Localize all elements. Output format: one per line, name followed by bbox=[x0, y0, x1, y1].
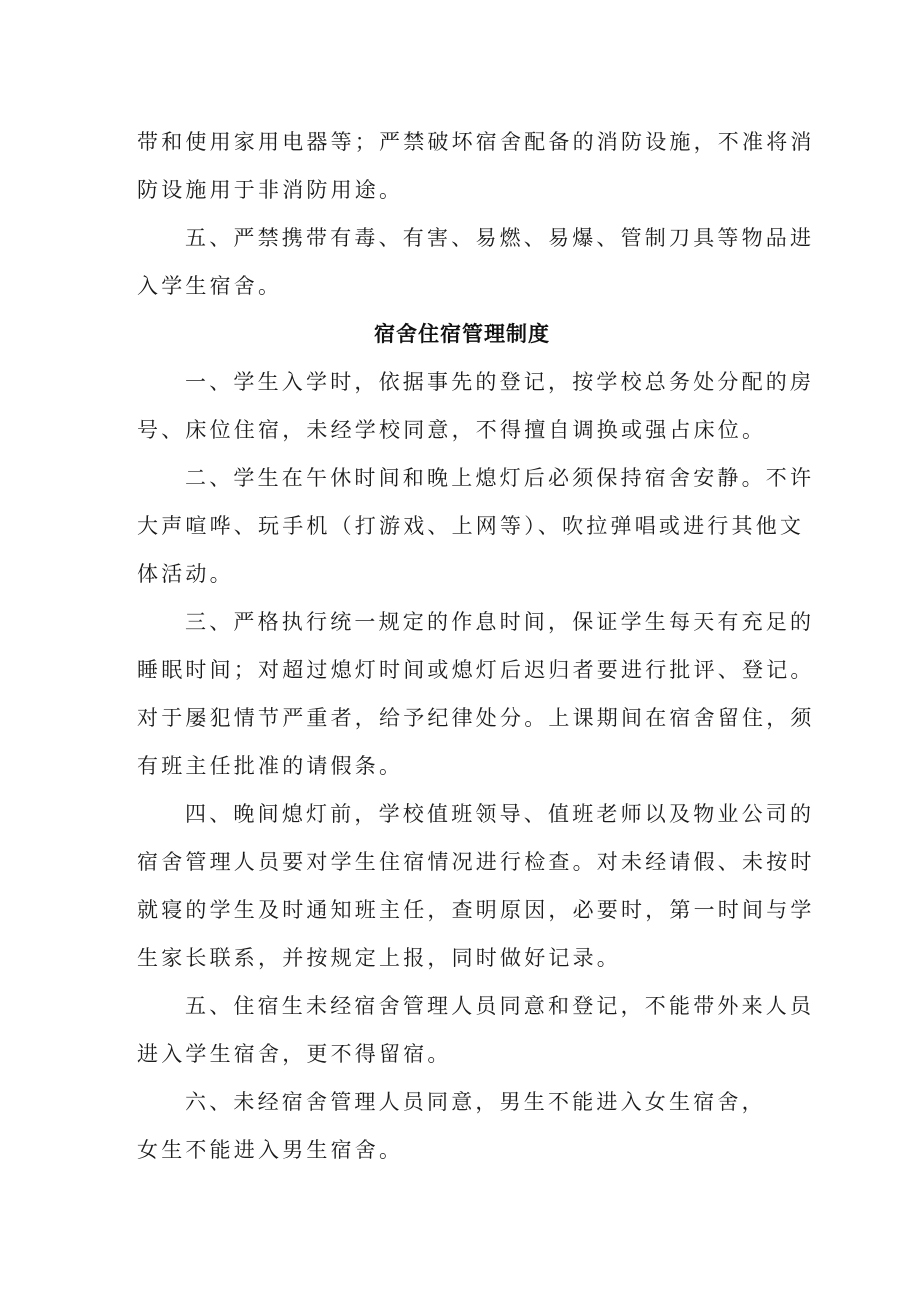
text-line: 女生不能进入男生宿舍。 bbox=[137, 1138, 404, 1162]
text-line: 入学生宿舍。 bbox=[137, 274, 283, 298]
text-line: 生家长联系，并按规定上报，同时做好记录。 bbox=[137, 946, 621, 970]
text-line: 对于屡犯情节严重者，给予纪律处分。上课期间在宿舍留住，须 bbox=[137, 706, 815, 730]
text-line: 进入学生宿舍，更不得留宿。 bbox=[137, 1042, 452, 1066]
rule-4 bbox=[137, 790, 815, 982]
text-line: 睡眠时间；对超过熄灯时间或熄灯后迟归者要进行批评、登记。 bbox=[137, 658, 815, 682]
text-line: 号、床位住宿，未经学校同意，不得擅自调换或强占床位。 bbox=[137, 418, 767, 442]
text-line: 一、学生入学时，依据事先的登记，按学校总务处分配的房 bbox=[185, 370, 815, 394]
section-title: 宿舍住宿管理制度 bbox=[374, 322, 550, 346]
previous-item-5 bbox=[137, 214, 815, 310]
rule-2 bbox=[137, 454, 815, 598]
rule-5 bbox=[137, 982, 815, 1078]
rule-6 bbox=[137, 1078, 787, 1174]
rule-1 bbox=[137, 358, 815, 454]
text-line: 四、晚间熄灯前，学校值班领导、值班老师以及物业公司的 bbox=[185, 802, 815, 826]
text-line: 六、未经宿舍管理人员同意，男生不能进入女生宿舍， bbox=[185, 1090, 766, 1114]
text-line: 大声喧哗、玩手机（打游戏、上网等）、吹拉弹唱或进行其他文 bbox=[137, 514, 805, 538]
text-line: 五、住宿生未经宿舍管理人员同意和登记，不能带外来人员 bbox=[185, 994, 815, 1018]
continued-paragraph bbox=[137, 118, 815, 214]
text-line: 宿舍管理人员要对学生住宿情况进行检查。对未经请假、未按时 bbox=[137, 850, 815, 874]
text-line: 二、学生在午休时间和晚上熄灯后必须保持宿舍安静。不许 bbox=[185, 466, 815, 490]
document-body bbox=[137, 118, 815, 1174]
text-line: 防设施用于非消防用途。 bbox=[137, 178, 404, 202]
rule-3 bbox=[137, 598, 815, 790]
text-line: 三、严格执行统一规定的作息时间，保证学生每天有充足的 bbox=[185, 610, 815, 634]
text-line: 五、严禁携带有毒、有害、易燃、易爆、管制刀具等物品进 bbox=[185, 226, 815, 250]
text-line: 体活动。 bbox=[137, 562, 234, 586]
text-line: 就寝的学生及时通知班主任，查明原因，必要时，第一时间与学 bbox=[137, 898, 815, 922]
text-line: 带和使用家用电器等；严禁破坏宿舍配备的消防设施，不准将消 bbox=[137, 130, 815, 154]
text-line: 有班主任批准的请假条。 bbox=[137, 754, 404, 778]
